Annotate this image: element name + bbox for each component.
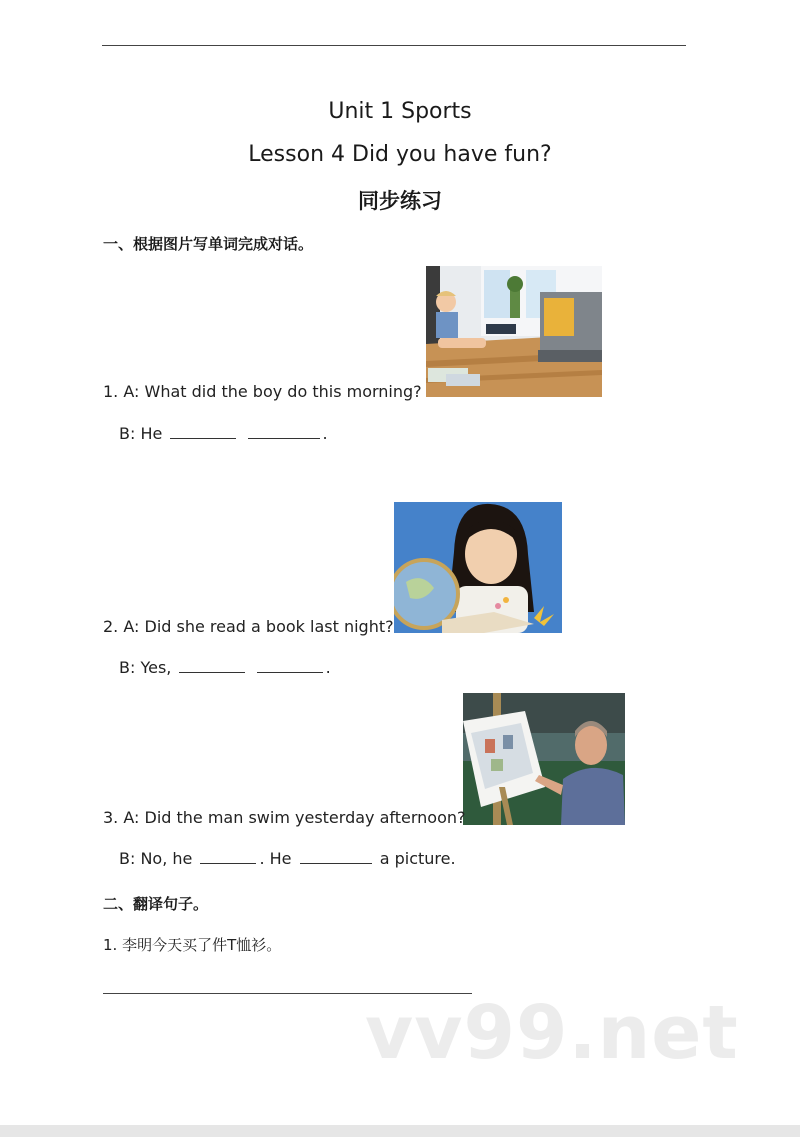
q1-answer-suffix: .: [322, 424, 328, 443]
q3-answer-prefix: B: No, he: [119, 849, 193, 868]
q3-answer-suffix: a picture.: [379, 849, 456, 868]
q2-answer-line: [119, 658, 331, 677]
girl-reading-book-photo: [394, 502, 562, 633]
q2-question: 2. A: Did she read a book last night?: [103, 617, 394, 636]
unit-title: Unit 1 Sports: [328, 99, 472, 124]
q1-blank-2[interactable]: [248, 424, 320, 439]
q1-question: 1. A: What did the boy do this morning?: [103, 382, 422, 401]
header-rule: [102, 45, 686, 46]
section2-heading: 二、翻译句子。: [103, 895, 209, 913]
q1-answer-prefix: B: He: [119, 424, 163, 443]
q2-blank-1[interactable]: [179, 658, 245, 673]
translation-q1: 1. 李明今天买了件T恤衫。: [103, 936, 282, 954]
q2-answer-prefix: B: Yes,: [119, 658, 172, 677]
q3-answer-line: [119, 849, 456, 868]
q3-answer-mid: . He: [259, 849, 292, 868]
practice-title: 同步练习: [358, 189, 442, 213]
q1-answer-line: [119, 424, 328, 443]
man-painting-picture-photo: [463, 693, 625, 825]
q3-question: 3. A: Did the man swim yesterday afternoon?: [103, 808, 466, 827]
q3-blank-1[interactable]: [200, 849, 256, 864]
q2-blank-2[interactable]: [257, 658, 323, 673]
q1-blank-1[interactable]: [170, 424, 236, 439]
page-bottom-band: [0, 1125, 800, 1137]
q3-blank-2[interactable]: [300, 849, 372, 864]
section1-heading: 一、根据图片写单词完成对话。: [103, 235, 314, 253]
q2-answer-suffix: .: [325, 658, 331, 677]
watermark: vv99.net: [365, 990, 739, 1076]
lesson-title: Lesson 4 Did you have fun?: [248, 142, 552, 167]
boy-watching-tv-photo: [426, 266, 602, 397]
